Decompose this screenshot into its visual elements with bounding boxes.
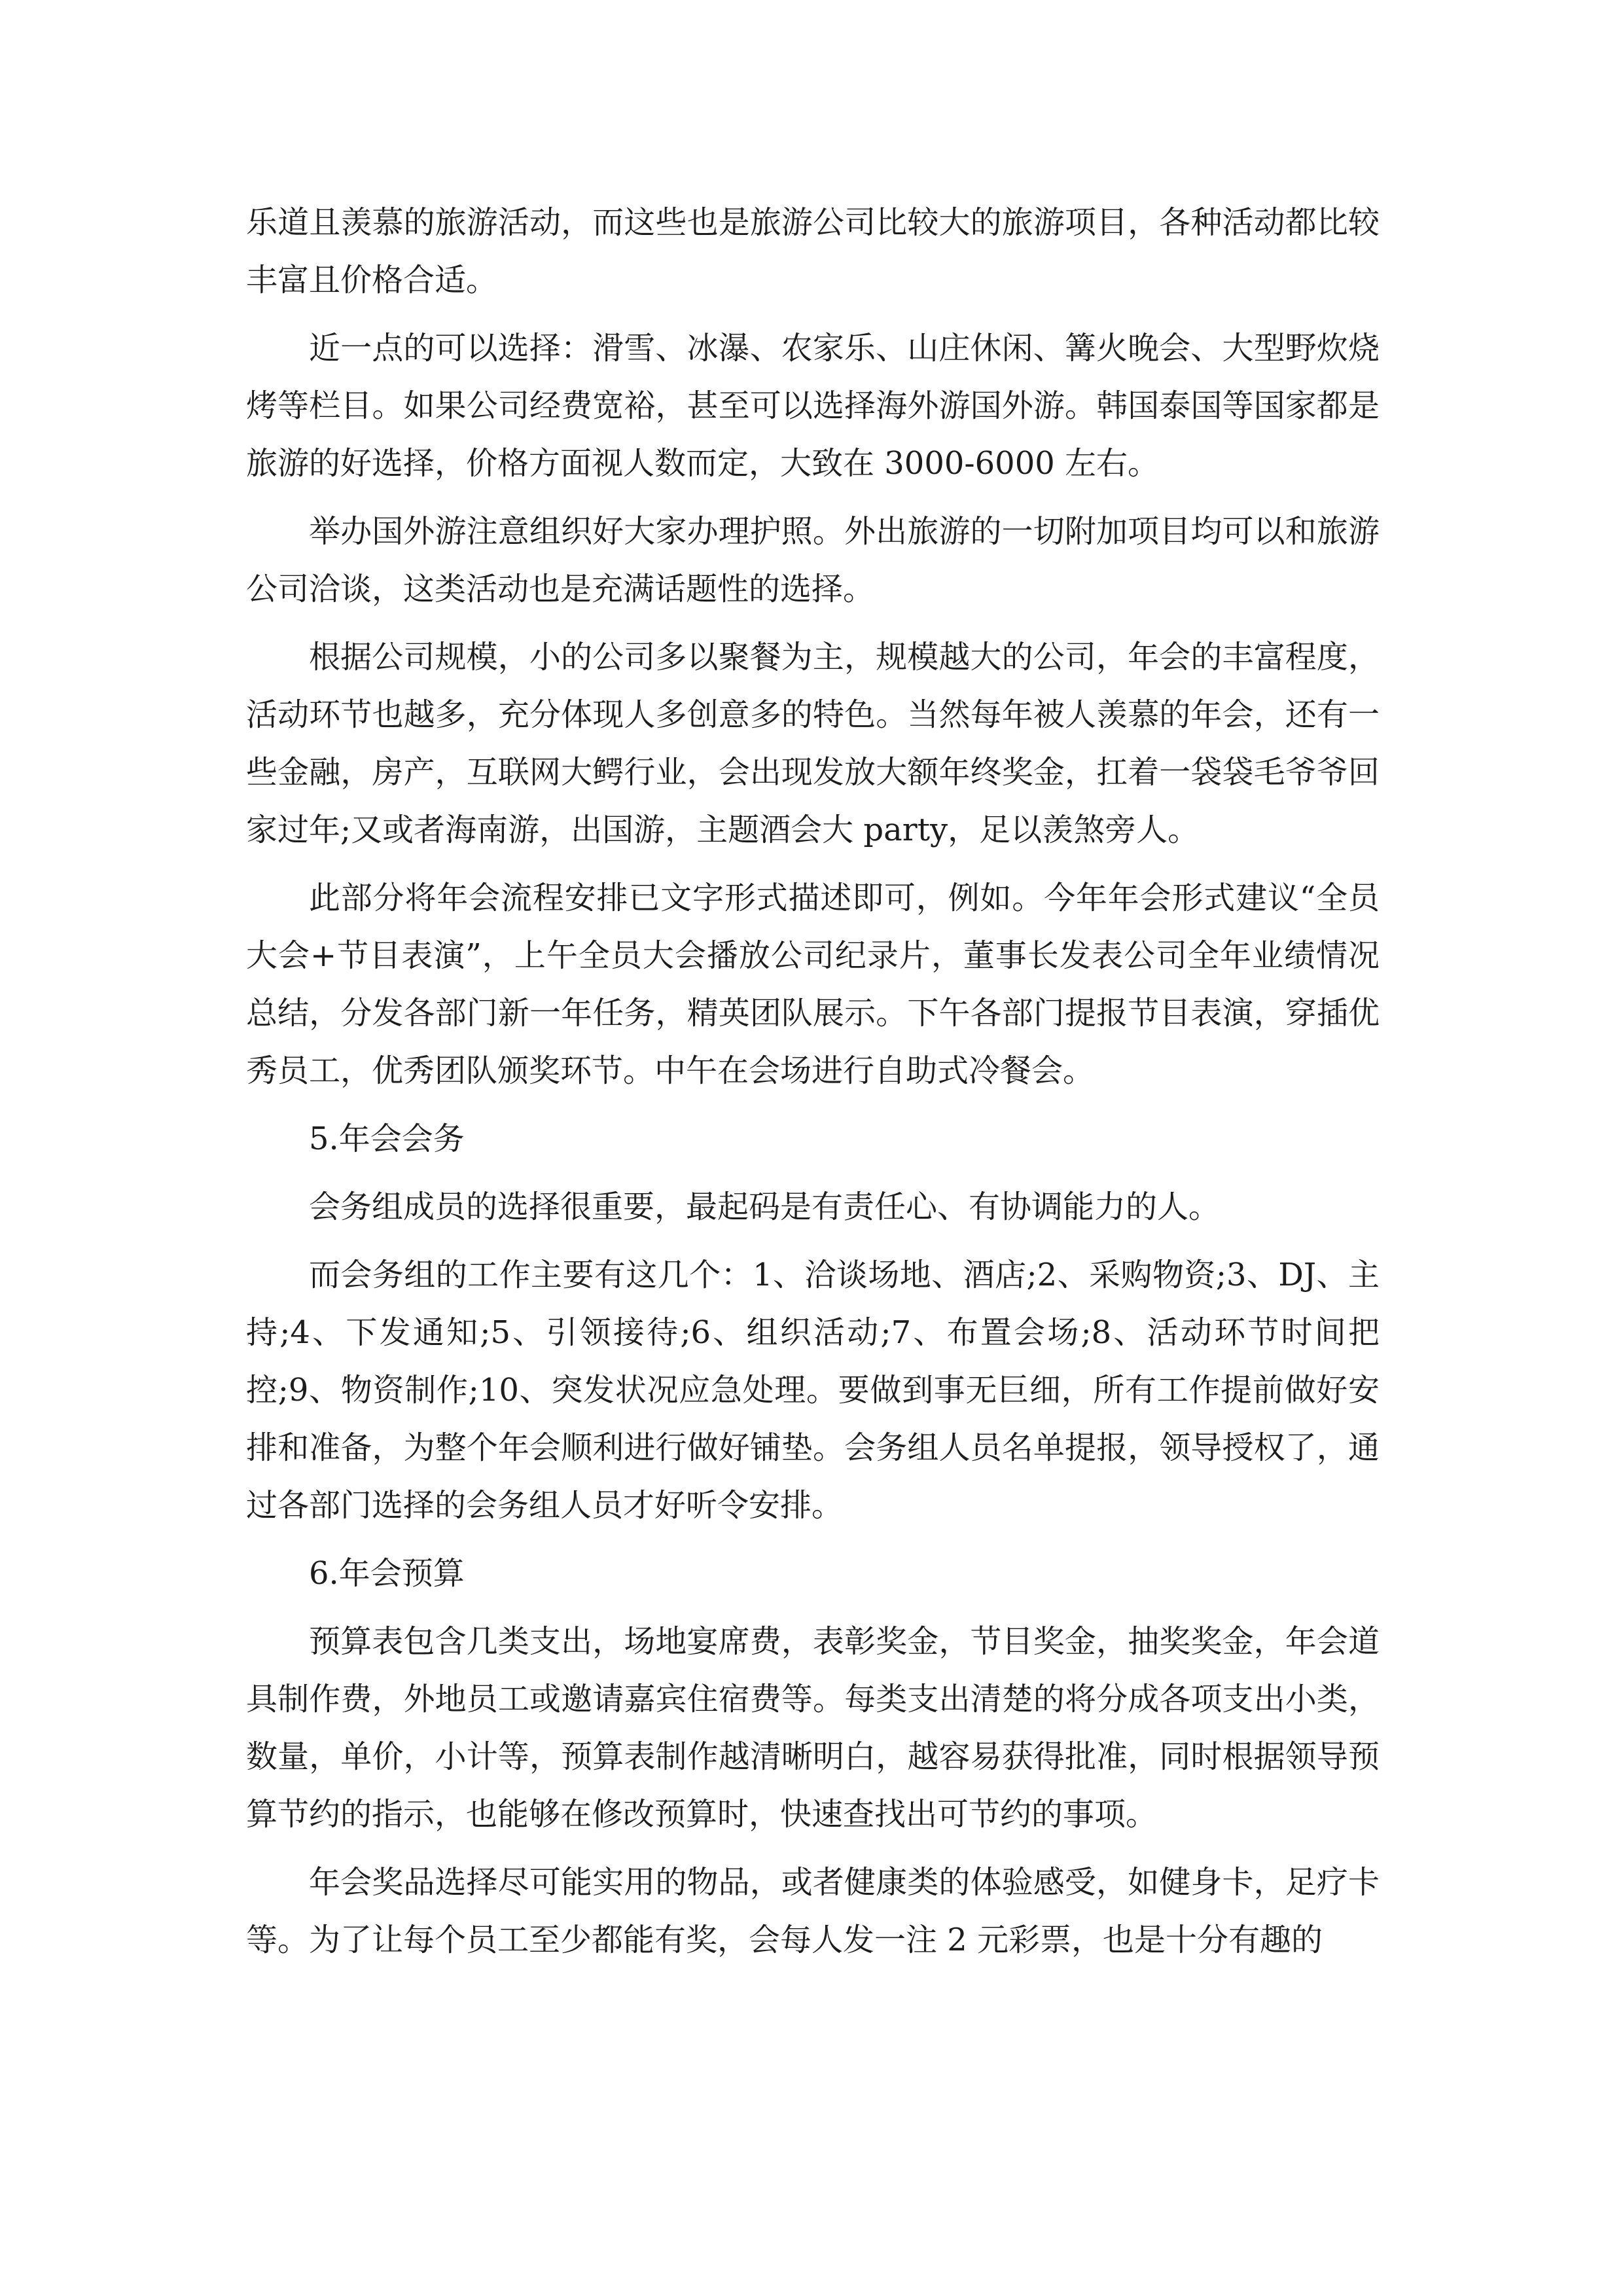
paragraph-agenda-description: 此部分将年会流程安排已文字形式描述即可，例如。今年年会形式建议“全员大会+节目表演”，上午全员大会播放公司纪录片，董事长发表公司全年业绩情况总结，分发各部门新一年任务，精英团队展示。下午各部门提报节目表演，穿插优秀员工，优秀团队颁奖环节。中午在会场进行自助式冷餐会。 [246, 880, 1380, 1089]
paragraph-team-duties: 而会务组的工作主要有这几个：1、洽谈场地、酒店;2、采购物资;3、DJ、主持;4、下发通知;5、引领接待;6、组织活动;7、布置会场;8、活动环节时间把控;9、物资制作;10、突发状况应急处理。要做到事无巨细，所有工作提前做好安排和准备，为整个年会顺利进行做好铺垫。会务组人员名单提报，领导授权了，通过各部门选择的会务组人员才好听令安排。 [246, 1257, 1380, 1524]
section-heading-conference-affairs: 5.年会会务 [309, 1121, 465, 1157]
document-body [246, 194, 1380, 1979]
paragraph-company-scale: 根据公司规模，小的公司多以聚餐为主，规模越大的公司，年会的丰富程度，活动环节也越多，充分体现人多创意多的特色。当然每年被人羡慕的年会，还有一些金融，房产，互联网大鳄行业，会出现发放大额年终奖金，扛着一袋袋毛爷爷回家过年;又或者海南游，出国游，主题酒会大 party，足以羡煞旁人。 [246, 639, 1380, 848]
paragraph-budget-table: 预算表包含几类支出，场地宴席费，表彰奖金，节目奖金，抽奖奖金，年会道具制作费，外地员工或邀请嘉宾住宿费等。每类支出清楚的将分成各项支出小类，数量，单价，小计等，预算表制作越清晰明白，越容易获得批准，同时根据领导预算节约的指示，也能够在修改预算时，快速查找出可节约的事项。 [246, 1623, 1380, 1833]
paragraph-team-selection: 会务组成员的选择很重要，最起码是有责任心、有协调能力的人。 [309, 1189, 1221, 1225]
section-heading-budget: 6.年会预算 [309, 1555, 465, 1592]
paragraph-overseas-travel: 举办国外游注意组织好大家办理护照。外出旅游的一切附加项目均可以和旅游公司洽谈，这类活动也是充满话题性的选择。 [246, 513, 1380, 607]
paragraph-prizes: 年会奖品选择尽可能实用的物品，或者健康类的体验感受，如健身卡，足疗卡等。为了让每个员工至少都能有奖，会每人发一注 2 元彩票，也是十分有趣的 [246, 1864, 1380, 1958]
paragraph-travel-options: 近一点的可以选择：滑雪、冰瀑、农家乐、山庄休闲、篝火晚会、大型野炊烧烤等栏目。如果公司经费宽裕，甚至可以选择海外游国外游。韩国泰国等国家都是旅游的好选择，价格方面视人数而定，大致在 3000-6000 左右。 [246, 330, 1380, 482]
paragraph-continuation: 乐道且羡慕的旅游活动，而这些也是旅游公司比较大的旅游项目，各种活动都比较丰富且价格合适。 [246, 204, 1380, 298]
